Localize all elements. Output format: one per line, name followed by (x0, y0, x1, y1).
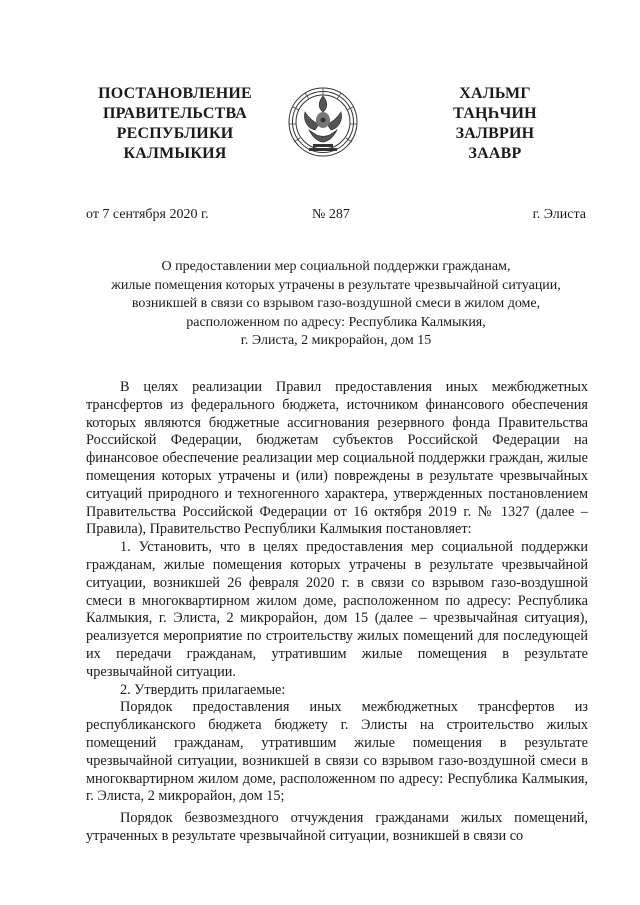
header-right-line: ЗАЛВРИН (455, 125, 535, 142)
document-header (0, 84, 640, 184)
preamble-paragraph: В целях реализации Правил предоставления иных межбюджетных трансфертов из федерального бюджета, источником финансового обеспечения которых являются бюджетные ассигнования резервного фонда Правительства Российской Федерации, бюджетам субъектов Российской Федерации на финансовое обеспечение реализации мер социальной поддержки граждан, жилые помещения которых утрачены и (или) повреждены в результате чрезвычайных ситуаций природного и техногенного характера, утвержденных постановлением Правительства Российской Федерации от 16 октября 2019 г. № 1327 (далее – Правила), Правительство Республики Калмыкия постановляет: (86, 379, 588, 538)
clause-2-paragraph: 2. Утвердить прилагаемые: (120, 681, 286, 698)
document-date: от 7 сентября 2020 г. (86, 207, 209, 222)
header-right-line: ТАҢҺЧИН (453, 105, 537, 122)
title-line: О предоставлении мер социальной поддержки гражданам, (161, 259, 511, 274)
title-line: г. Элиста, 2 микрорайон, дом 15 (240, 333, 432, 349)
procedure-1-paragraph: Порядок предоставления иных межбюджетных трансфертов из республиканского бюджета бюджету г. Элисты на строительство жилых помещений гражданам, утратившим жилые помещения в результате чрезвычайной ситуации, возникшей в связи со взрывом газо-воздушной смеси в многоквартирном жилом доме, расположенном по адресу: Республика Калмыкия, г. Элиста, 2 микрорайон, дом 15; (86, 699, 588, 805)
header-right-line: ЗААВР (468, 145, 522, 162)
document-city: г. Элиста (532, 207, 586, 222)
title-line: жилые помещения которых утрачены в результате чрезвычайной ситуации, (111, 277, 561, 293)
document-body (86, 379, 588, 846)
kalmykia-emblem-icon (285, 80, 361, 160)
clause-1-paragraph: 1. Установить, что в целях предоставления мер социальной поддержки гражданам, жилые помещения которых утрачены в результате чрезвычайной ситуации, возникшей 26 февраля 2020 г. в связи со взрывом газо-воздушной смеси в многоквартирном жилом доме, расположенном по адресу: Республика Калмыкия, г. Элиста, 2 микрорайон, дом 15 (далее – чрезвычайная ситуация), реализуется мероприятие по строительству жилых помещений для последующей их передачи гражданам, утратившим жилые помещения в результате чрезвычайной ситуации. (86, 539, 588, 680)
document-meta (86, 206, 586, 224)
document-title (86, 258, 586, 351)
header-kalmyk-title (430, 84, 560, 164)
header-left-line: РЕСПУБЛИКИ (116, 125, 234, 142)
procedure-2-paragraph: Порядок безвозмездного отчуждения гражданами жилых помещений, утраченных в результате чрезвычайной ситуации, возникшей в связи со (86, 810, 588, 844)
header-left-line: КАЛМЫКИЯ (123, 145, 227, 162)
header-left-line: ПРАВИТЕЛЬСТВА (102, 105, 248, 122)
document-number: № 287 (312, 207, 350, 222)
title-line: расположенном по адресу: Республика Калмыкия, (186, 314, 486, 330)
header-left-line: ПОСТАНОВЛЕНИЕ (98, 85, 252, 102)
header-russian-title (80, 84, 270, 164)
header-right-line: ХАЛЬМГ (459, 85, 531, 102)
title-line: возникшей в связи со взрывом газо-воздушной смеси в жилом доме, (131, 296, 541, 312)
